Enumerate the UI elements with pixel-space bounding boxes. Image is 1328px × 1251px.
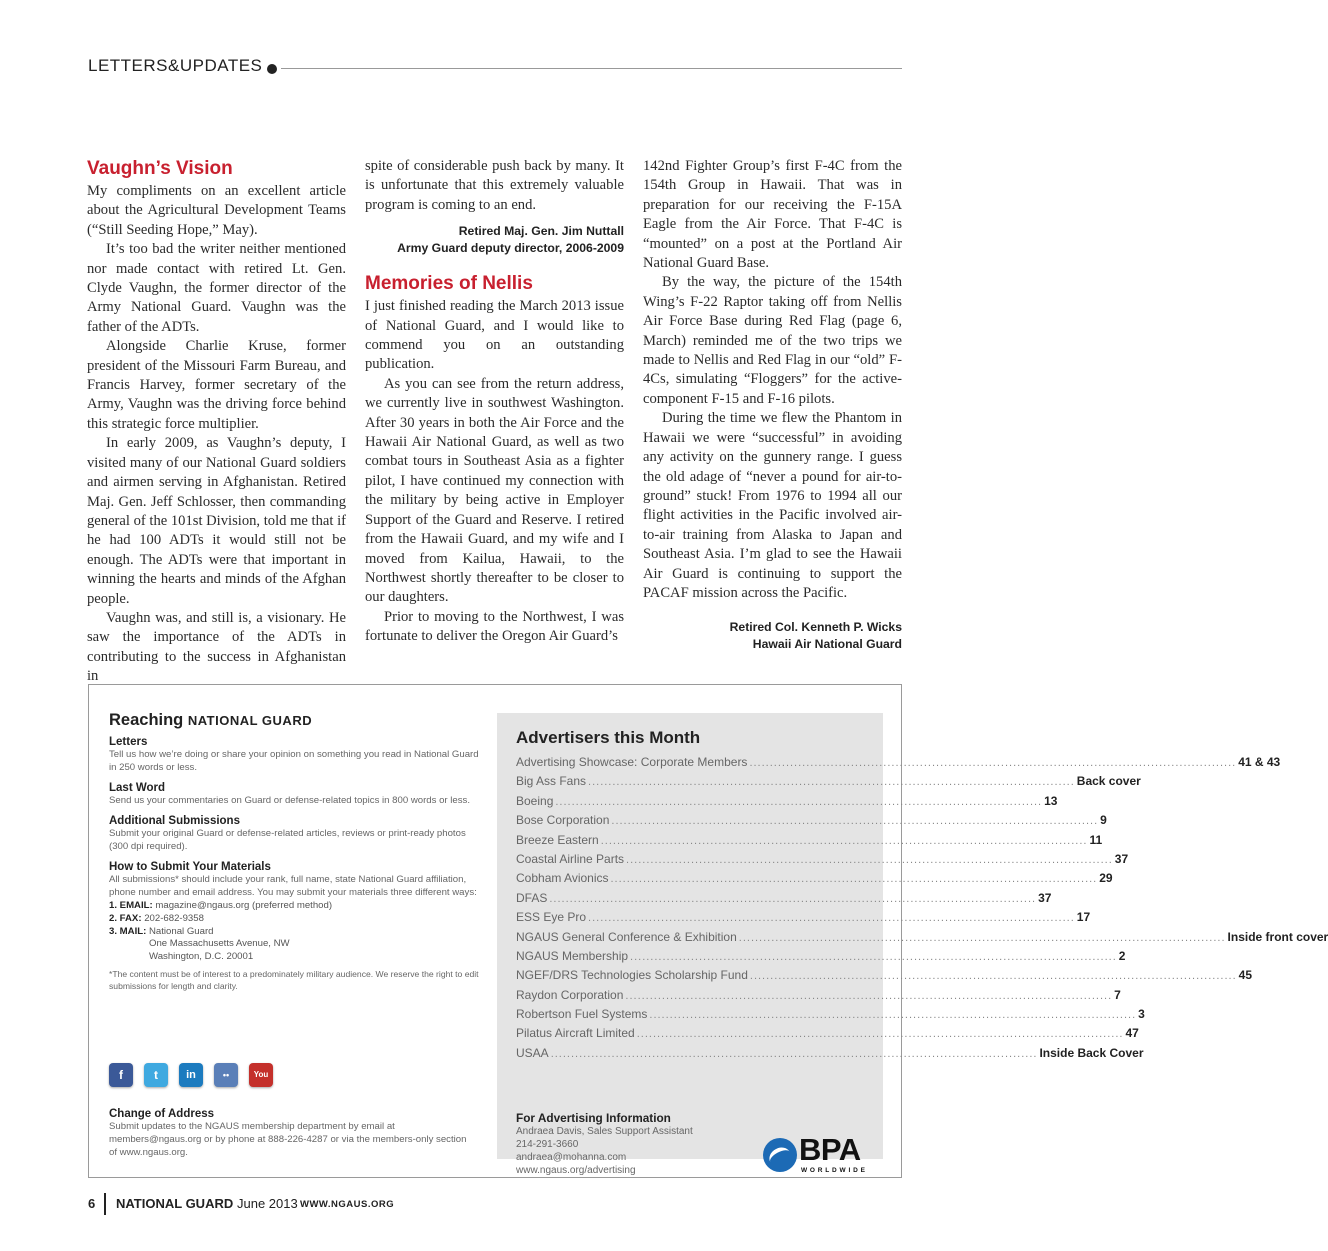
advertisers-title: Advertisers this Month bbox=[516, 728, 701, 747]
advertiser-page: 2 bbox=[1118, 948, 1126, 963]
advertiser-page: Back cover bbox=[1076, 774, 1141, 789]
article-column-1 bbox=[87, 157, 346, 687]
linkedin-icon[interactable]: in bbox=[179, 1063, 203, 1087]
advertiser-name: Robertson Fuel Systems bbox=[516, 1007, 648, 1022]
letter-signature bbox=[643, 619, 902, 652]
letter-heading-nellis: Memories of Nellis bbox=[365, 273, 533, 295]
advertiser-row bbox=[516, 774, 1141, 793]
letters-heading: Letters bbox=[109, 736, 148, 748]
advertisers-panel bbox=[497, 713, 1328, 1176]
advertiser-row bbox=[516, 1007, 1145, 1026]
leader-dots: ........................................................................................................................ bbox=[636, 1028, 1124, 1041]
advertiser-page: 13 bbox=[1044, 793, 1058, 808]
submit-method-fax bbox=[109, 913, 479, 926]
leader-dots: ........................................................................................................................ bbox=[611, 815, 1099, 828]
advertiser-name: Boeing bbox=[516, 793, 554, 808]
paragraph: By the way, the picture of the 154th Wing’s F-22 Raptor taking off from Nellis Air Force Base during Red Flag (page 6, March) reminded me of the two trips we made to Nellis and Red Flag in our “old” F-4Cs, simulating “Floggers” for the active-component F-15 and F-16 pilots. bbox=[643, 274, 902, 407]
info-box bbox=[88, 684, 1328, 1178]
email-link[interactable]: magazine@ngaus.org (preferred method) bbox=[152, 900, 333, 911]
advertiser-row bbox=[516, 987, 1121, 1007]
leader-dots: ........................................................................................................................ bbox=[600, 834, 1088, 847]
advertiser-row bbox=[516, 1045, 1144, 1065]
facebook-icon[interactable]: f bbox=[109, 1063, 133, 1087]
advertiser-row bbox=[516, 948, 1126, 968]
magazine-name: NATIONAL GUARD bbox=[116, 1196, 234, 1211]
leader-dots: ........................................................................................................................ bbox=[610, 873, 1098, 886]
advertiser-page: 17 bbox=[1076, 910, 1091, 925]
advertising-info bbox=[516, 1111, 736, 1177]
leader-dots: ........................................................................................................................ bbox=[555, 795, 1043, 808]
footer-divider bbox=[104, 1193, 106, 1215]
leader-dots: ........................................................................................................................ bbox=[649, 1009, 1137, 1022]
bpa-logo-text: BPA bbox=[799, 1132, 861, 1167]
how-to-submit-text: All submissions* should include your rank, full name, state National Guard affiliation, phone number and email address. You may submit your materials three different ways: bbox=[109, 874, 477, 898]
advertiser-row bbox=[516, 832, 1103, 852]
leader-dots: ........................................................................................................................ bbox=[749, 757, 1237, 769]
article-column-3 bbox=[643, 157, 902, 652]
paragraph: During the time we flew the Phantom in Hawaii we were “successful” in avoiding any activity on the gunnery range. I guess the old adage of “never a pound for air-to-ground” stuck! From 1976 to 1994 all our flight activities in the Pacific involved air-to-air training from Alaska to Japan and Southeast Asia. I’m glad to see the Hawaii Air Guard is continuing to support the PACAF mission across the Pacific. bbox=[643, 410, 902, 601]
paragraph: 142nd Fighter Group’s first F-4C from the 154th Group in Hawaii. That was in preparation for our receiving the F-15A Eagle from the Air Force. That F-4C is “mounted” on a post at the Portland Air National Guard Base. bbox=[643, 158, 902, 272]
paragraph: Vaughn was, and still is, a visionary. He saw the importance of the ADTs in contributing to the success in Afghanistan in bbox=[87, 609, 346, 685]
advertiser-name: Coastal Airline Parts bbox=[516, 851, 625, 866]
coa-heading: Change of Address bbox=[109, 1108, 215, 1120]
issue-date: June 2013 bbox=[237, 1196, 298, 1211]
letters-text: Tell us how we’re doing or share your opinion on something you read in National Guard in 250 words or less. bbox=[109, 749, 479, 773]
youtube-icon[interactable]: You bbox=[249, 1063, 273, 1087]
contact-phone: 214-291-3660 bbox=[516, 1139, 579, 1150]
contact-name: Andraea Davis, Sales Support Assistant bbox=[516, 1126, 693, 1137]
submit-methods bbox=[109, 900, 479, 964]
advertising-info-heading: For Advertising Information bbox=[516, 1111, 671, 1125]
paragraph: In early 2009, as Vaughn’s deputy, I visited many of our National Guard soldiers and airmen serving in Afghanistan. Retired Maj. Gen. Jeff Schlosser, then commanding general of the 101st Division, told me that if he had 100 ADTs it would still not be enough. The ADTs were that important in winning the hearts and minds of the Afghan people. bbox=[87, 435, 346, 607]
advertiser-name: NGAUS Membership bbox=[516, 948, 629, 963]
advertiser-name: DFAS bbox=[516, 890, 548, 905]
advertiser-name: Raydon Corporation bbox=[516, 987, 624, 1002]
letter-heading-vaughn: Vaughn’s Vision bbox=[87, 158, 233, 179]
advertiser-page: 9 bbox=[1100, 813, 1107, 828]
section-title: LETTERS&UPDATES bbox=[88, 56, 263, 75]
submit-method-email bbox=[109, 900, 479, 913]
advertiser-name: NGAUS General Conference & Exhibition bbox=[516, 929, 737, 944]
advertiser-row bbox=[516, 1026, 1139, 1045]
advertiser-page: 37 bbox=[1114, 851, 1129, 866]
twitter-icon[interactable]: t bbox=[144, 1063, 168, 1087]
advertiser-page: 7 bbox=[1114, 987, 1121, 1002]
section-header bbox=[88, 56, 902, 78]
paragraph: Prior to moving to the Northwest, I was fortunate to deliver the Oregon Air Guard’s bbox=[365, 608, 624, 645]
leader-dots: ........................................................................................................................ bbox=[549, 892, 1037, 905]
fax-number: 202-682-9358 bbox=[141, 912, 204, 924]
advertiser-name: Cobham Avionics bbox=[516, 871, 609, 886]
advertiser-page: 3 bbox=[1138, 1007, 1145, 1022]
method-label: 2. FAX: bbox=[109, 912, 142, 924]
advertiser-row bbox=[516, 793, 1058, 813]
flickr-icon[interactable]: •• bbox=[214, 1063, 238, 1087]
contact-email[interactable]: andraea@mohanna.com bbox=[516, 1152, 627, 1163]
reaching-title bbox=[109, 711, 479, 730]
signature-name: Retired Maj. Gen. Jim Nuttall bbox=[458, 224, 624, 239]
signature-name: Retired Col. Kenneth P. Wicks bbox=[729, 620, 902, 635]
advertiser-row bbox=[516, 813, 1107, 832]
advertiser-page: Inside front cover bbox=[1227, 929, 1328, 944]
signature-role: Army Guard deputy director, 2006-2009 bbox=[397, 240, 624, 255]
advertiser-page: 41 & 43 bbox=[1238, 755, 1281, 769]
additional-submissions-heading: Additional Submissions bbox=[109, 815, 240, 827]
advertiser-page: 29 bbox=[1099, 871, 1113, 886]
leader-dots: ........................................................................................................................ bbox=[625, 989, 1113, 1002]
advertiser-name: NGEF/DRS Technologies Scholarship Fund bbox=[516, 968, 748, 983]
article-column-2 bbox=[365, 157, 624, 647]
leader-dots: ........................................................................................................................ bbox=[630, 950, 1117, 963]
paragraph: Alongside Charlie Kruse, former president of the Missouri Farm Bureau, and Francis Harvey, former secretary of the Army, Vaughn was the driving force behind this strategic force multiplier. bbox=[87, 338, 346, 432]
leader-dots: ........................................................................................................................ bbox=[588, 776, 1075, 789]
advertisers-list bbox=[516, 755, 1328, 1065]
advertiser-page: 47 bbox=[1125, 1026, 1139, 1041]
advertiser-name: USAA bbox=[516, 1045, 549, 1060]
lastword-text: Send us your commentaries on Guard or defense-related topics in 800 words or less. bbox=[109, 795, 471, 806]
advertiser-row bbox=[516, 910, 1091, 929]
mail-address-line: One Massachusetts Avenue, NW bbox=[149, 938, 290, 950]
advertiser-page: 37 bbox=[1038, 890, 1052, 905]
mail-recipient: National Guard bbox=[146, 925, 214, 937]
advertiser-row bbox=[516, 929, 1328, 949]
leader-dots: ........................................................................................................................ bbox=[588, 912, 1075, 925]
coa-text: Submit updates to the NGAUS membership department by email at members@ngaus.org or by phone at 888-226-4287 or via the members-only section of www.ngaus.org. bbox=[109, 1121, 467, 1158]
website[interactable]: WWW.NGAUS.ORG bbox=[300, 1199, 395, 1210]
paragraph: spite of considerable push back by many. It is unfortunate that this extremely valuable program is coming to an end. bbox=[365, 158, 624, 213]
paragraph: It’s too bad the writer neither mentioned nor made contact with retired Lt. Gen. Clyde Vaughn, the former director of the Army National Guard. Vaughn was the father of the ADTs. bbox=[87, 241, 346, 335]
advertiser-page: 11 bbox=[1089, 832, 1103, 847]
advertiser-name: Breeze Eastern bbox=[516, 832, 599, 847]
leader-dots: ........................................................................................................................ bbox=[550, 1047, 1038, 1060]
paragraph: I just finished reading the March 2013 issue of National Guard, and I would like to commend you on an outstanding publication. bbox=[365, 298, 624, 373]
bpa-worldwide-logo bbox=[761, 1132, 871, 1176]
advertiser-name: Pilatus Aircraft Limited bbox=[516, 1026, 635, 1041]
mail-address-line: Washington, D.C. 20001 bbox=[149, 951, 254, 963]
how-to-submit-heading: How to Submit Your Materials bbox=[109, 861, 271, 873]
header-rule bbox=[281, 68, 902, 69]
advertiser-row bbox=[516, 851, 1129, 871]
change-of-address bbox=[109, 1103, 469, 1159]
leader-dots: ........................................................................................................................ bbox=[738, 931, 1226, 944]
advertiser-row bbox=[516, 968, 1252, 987]
advertiser-row bbox=[516, 890, 1052, 910]
method-label: 1. EMAIL: bbox=[109, 900, 153, 911]
method-label: 3. MAIL: bbox=[109, 925, 147, 937]
reaching-title-b: NATIONAL GUARD bbox=[187, 713, 313, 728]
page-number: 6 bbox=[88, 1196, 96, 1211]
bpa-logo-subtext: WORLDWIDE bbox=[801, 1167, 868, 1174]
advertiser-name: Bose Corporation bbox=[516, 813, 610, 828]
paragraph: As you can see from the return address, we currently live in southwest Washington. After 30 years in both the Air Force and the Hawaii Air National Guard, as well as two combat tours in Southeast Asia as a fighter pilot, I have continued my connection with the military by being active in Employer Support of the Guard and Reserve. I retired from the Hawaii Guard, and my wife and I moved from Kailua, Hawaii, to the Northwest shortly thereafter to be closer to our daughters. bbox=[365, 375, 624, 606]
social-icons bbox=[109, 1063, 289, 1089]
additional-submissions-text: Submit your original Guard or defense-related articles, reviews or print-ready photos (300 dpi required). bbox=[109, 828, 466, 852]
submit-method-mail bbox=[109, 926, 479, 939]
globe-icon bbox=[763, 1138, 797, 1172]
advertiser-name: Advertising Showcase: Corporate Members bbox=[516, 755, 748, 769]
advertising-url[interactable]: www.ngaus.org/advertising bbox=[516, 1165, 636, 1176]
advertiser-row bbox=[516, 755, 1281, 774]
leader-dots: ........................................................................................................................ bbox=[749, 970, 1237, 983]
bullet-dot-icon bbox=[267, 64, 277, 74]
lastword-heading: Last Word bbox=[109, 782, 166, 794]
reaching-title-a: Reaching bbox=[109, 711, 188, 729]
signature-role: Hawaii Air National Guard bbox=[752, 636, 902, 651]
advertiser-name: ESS Eye Pro bbox=[516, 910, 587, 925]
advertiser-row bbox=[516, 871, 1113, 890]
leader-dots: ........................................................................................................................ bbox=[626, 853, 1113, 866]
paragraph: My compliments on an excellent article about the Agricultural Development Teams (“Still Seeding Hope,” May). bbox=[87, 183, 346, 238]
advertiser-page: 45 bbox=[1238, 968, 1252, 983]
reaching-panel bbox=[109, 711, 479, 992]
advertiser-page: Inside Back Cover bbox=[1039, 1045, 1144, 1060]
advertiser-name: Big Ass Fans bbox=[516, 774, 587, 789]
footnote: *The content must be of interest to a predominately military audience. We reserve the right to edit submissions for length and clarity. bbox=[109, 968, 479, 991]
letter-signature bbox=[365, 223, 624, 256]
